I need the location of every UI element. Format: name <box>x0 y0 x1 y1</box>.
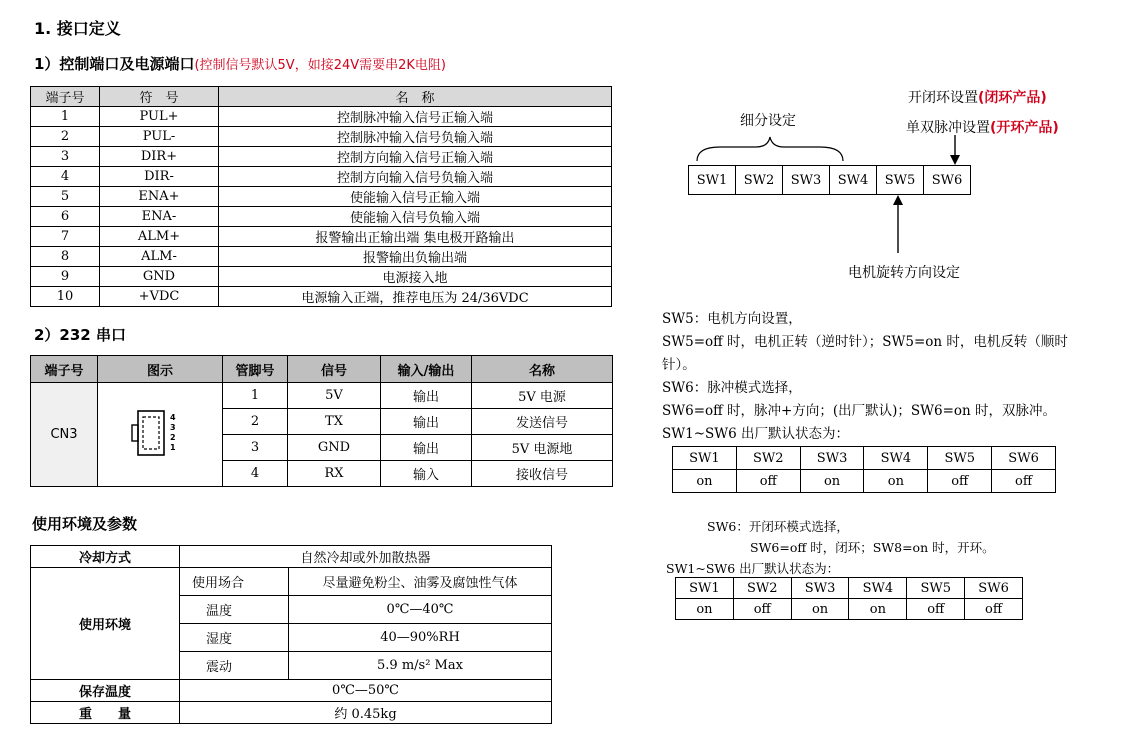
pin-description: 控制脉冲输入信号负输入端 <box>219 127 612 147</box>
default-header: SW1 <box>673 447 737 470</box>
default-value: on <box>864 470 928 493</box>
default-header: SW6 <box>965 578 1023 599</box>
default-header: SW2 <box>733 578 791 599</box>
default-header: SW4 <box>849 578 907 599</box>
pin-symbol: DIR+ <box>100 147 219 167</box>
table-row <box>676 599 1023 620</box>
storage-label: 保存温度 <box>31 680 180 702</box>
default-value: off <box>928 470 992 493</box>
switch-sw6: SW6 <box>924 166 971 195</box>
rs-cell: 输出 <box>381 435 472 461</box>
rs-header-pin: 管脚号 <box>223 356 288 383</box>
table-row <box>673 447 1056 470</box>
env-table <box>30 545 552 724</box>
pin-description: 控制方向输入信号负输入端 <box>219 167 612 187</box>
rs-cell: 2 <box>223 409 288 435</box>
storage-value: 0℃—50℃ <box>180 680 552 702</box>
cn3-cell: CN3 <box>31 383 98 487</box>
rs-cell: 接收信号 <box>472 461 613 487</box>
rs-cell: TX <box>288 409 381 435</box>
note2-line-1: SW6：开闭环模式选择， <box>707 519 849 534</box>
pin-number: 6 <box>31 207 100 227</box>
pin-number: 4 <box>31 167 100 187</box>
pin-description: 控制脉冲输入信号正输入端 <box>219 107 612 127</box>
env-key: 湿度 <box>180 624 289 652</box>
header-terminal: 端子号 <box>31 87 100 107</box>
note-line: SW5=off 时，电机正转（逆时针）；SW5=on 时，电机反转（顺时 <box>662 334 1068 350</box>
rs-header-terminal: 端子号 <box>31 356 98 383</box>
arrow-down-icon <box>950 155 960 165</box>
cooling-value: 自然冷却或外加散热器 <box>180 546 552 568</box>
control-port-heading <box>34 53 446 74</box>
pin-number: 1 <box>31 107 100 127</box>
note2-line-2: SW6=off 时，闭环；SW8=on 时，开环。 <box>750 540 995 555</box>
switch-sw5: SW5 <box>877 166 924 195</box>
control-port-note: (控制信号默认5V，如接24V需要串2K电阻) <box>194 58 446 73</box>
table-row <box>31 127 612 147</box>
pin-table <box>30 86 612 307</box>
pin-table-header <box>31 87 612 107</box>
table-row <box>31 147 612 167</box>
default-header: SW3 <box>800 447 864 470</box>
table-row <box>31 107 612 127</box>
pin-number: 3 <box>31 147 100 167</box>
rs-header-diagram: 图示 <box>98 356 223 383</box>
pin-symbol: +VDC <box>100 287 219 307</box>
env-key: 使用场合 <box>180 568 289 596</box>
pin-number: 9 <box>31 267 100 287</box>
default-header: SW1 <box>676 578 734 599</box>
note-line: SW5：电机方向设置， <box>662 311 802 327</box>
default-value: on <box>676 599 734 620</box>
note-line: 针）。 <box>662 357 696 373</box>
rs-cell: RX <box>288 461 381 487</box>
pin-description: 报警输出正输出端 集电极开路输出 <box>219 227 612 247</box>
connector-pin-3: 3 <box>170 422 176 432</box>
env-heading: 使用环境及参数 <box>32 515 138 533</box>
default-value: on <box>791 599 849 620</box>
default-value: on <box>800 470 864 493</box>
default-value: on <box>849 599 907 620</box>
rs232-table <box>30 355 613 487</box>
connector-diagram <box>98 383 223 487</box>
open-closed-text: 开闭环设置 <box>908 90 978 106</box>
pin-number: 10 <box>31 287 100 307</box>
defaults-table-2 <box>675 577 1023 620</box>
note2-line-3: SW1~SW6 出厂默认状态为： <box>666 561 840 576</box>
rs-cell: 3 <box>223 435 288 461</box>
table-row <box>31 167 612 187</box>
weight-label: 重 量 <box>31 702 180 724</box>
pulse-mode-note: (开环产品) <box>990 120 1059 136</box>
switch-sw2: SW2 <box>736 166 783 195</box>
brace-icon <box>697 137 843 161</box>
table-row <box>31 187 612 207</box>
env-value: 尽量避免粉尘、油雾及腐蚀性气体 <box>289 568 552 596</box>
table-row <box>31 227 612 247</box>
arrow-up-icon <box>893 195 903 205</box>
table-row <box>31 207 612 227</box>
rs-cell: 输出 <box>381 383 472 409</box>
default-header: SW5 <box>928 447 992 470</box>
rs-cell: 5V 电源 <box>472 383 613 409</box>
table-row <box>31 287 612 307</box>
header-name: 名 称 <box>219 87 612 107</box>
table-row <box>673 470 1056 493</box>
switch-sw4: SW4 <box>830 166 877 195</box>
note-line: SW6=off 时，脉冲+方向；(出厂默认)；SW6=on 时，双脉冲。 <box>662 403 1057 419</box>
pin-symbol: ENA+ <box>100 187 219 207</box>
pulse-mode-text: 单双脉冲设置 <box>906 120 990 136</box>
env-key: 震动 <box>180 652 289 680</box>
env-key: 温度 <box>180 596 289 624</box>
switch-row <box>688 165 971 195</box>
pin-number: 8 <box>31 247 100 267</box>
connector-pin-1: 1 <box>170 442 176 452</box>
table-row <box>31 247 612 267</box>
weight-value: 约 0.45kg <box>180 702 552 724</box>
connector-pin-2: 2 <box>170 432 176 442</box>
pin-number: 5 <box>31 187 100 207</box>
pin-symbol: GND <box>100 267 219 287</box>
rs-cell: 输出 <box>381 409 472 435</box>
env-label: 使用环境 <box>31 568 180 680</box>
section-title: 1. 接口定义 <box>34 19 121 38</box>
rs-header-signal: 信号 <box>288 356 381 383</box>
cooling-label: 冷却方式 <box>31 546 180 568</box>
rs-cell: 发送信号 <box>472 409 613 435</box>
pin-symbol: PUL+ <box>100 107 219 127</box>
switch-sw3: SW3 <box>783 166 830 195</box>
pin-number: 7 <box>31 227 100 247</box>
open-closed-label <box>908 87 1047 107</box>
open-closed-note: (闭环产品) <box>978 90 1047 106</box>
rs-cell: 4 <box>223 461 288 487</box>
defaults-table-1 <box>672 446 1056 493</box>
notes-block-1 <box>662 308 1132 446</box>
table-row <box>31 702 552 724</box>
pin-description: 报警输出负输出端 <box>219 247 612 267</box>
pin-description: 使能输入信号负输入端 <box>219 207 612 227</box>
connector-icon <box>130 403 190 463</box>
rs232-header <box>31 356 613 383</box>
env-value: 40—90%RH <box>289 624 552 652</box>
table-row <box>31 568 552 596</box>
pin-symbol: ALM- <box>100 247 219 267</box>
table-row <box>31 267 612 287</box>
rs-header-name: 名称 <box>472 356 613 383</box>
pin-number: 2 <box>31 127 100 147</box>
rs-cell: 输入 <box>381 461 472 487</box>
table-row <box>31 546 552 568</box>
default-header: SW5 <box>907 578 965 599</box>
pin-description: 电源输入正端，推荐电压为 24/36VDC <box>219 287 612 307</box>
env-value: 5.9 m/s² Max <box>289 652 552 680</box>
default-value: off <box>733 599 791 620</box>
pin-symbol: PUL- <box>100 127 219 147</box>
pin-description: 电源接入地 <box>219 267 612 287</box>
header-symbol: 符 号 <box>100 87 219 107</box>
rs-cell: 5V <box>288 383 381 409</box>
pin-symbol: DIR- <box>100 167 219 187</box>
default-value: off <box>907 599 965 620</box>
rs-cell: GND <box>288 435 381 461</box>
rs-header-io: 输入/输出 <box>381 356 472 383</box>
table-row <box>31 383 613 409</box>
note-line: SW6：脉冲模式选择， <box>662 380 802 396</box>
pin-symbol: ENA- <box>100 207 219 227</box>
subdivision-label: 细分设定 <box>740 113 796 129</box>
note-line: SW1~SW6 出厂默认状态为： <box>662 426 850 442</box>
default-header: SW4 <box>864 447 928 470</box>
pin-description: 控制方向输入信号正输入端 <box>219 147 612 167</box>
default-header: SW3 <box>791 578 849 599</box>
default-value: off <box>965 599 1023 620</box>
default-value: off <box>992 470 1056 493</box>
default-value: on <box>673 470 737 493</box>
env-value: 0℃—40℃ <box>289 596 552 624</box>
pin-description: 使能输入信号正输入端 <box>219 187 612 207</box>
direction-label: 电机旋转方向设定 <box>848 265 960 281</box>
control-port-title: 1）控制端口及电源端口 <box>34 55 195 73</box>
switch-sw1: SW1 <box>689 166 736 195</box>
default-header: SW6 <box>992 447 1056 470</box>
default-value: off <box>736 470 800 493</box>
pin-symbol: ALM+ <box>100 227 219 247</box>
default-header: SW2 <box>736 447 800 470</box>
rs232-heading: 2）232 串口 <box>34 326 126 344</box>
rs-cell: 5V 电源地 <box>472 435 613 461</box>
table-row <box>676 578 1023 599</box>
connector-pin-4: 4 <box>170 412 176 422</box>
table-row <box>31 680 552 702</box>
rs-cell: 1 <box>223 383 288 409</box>
